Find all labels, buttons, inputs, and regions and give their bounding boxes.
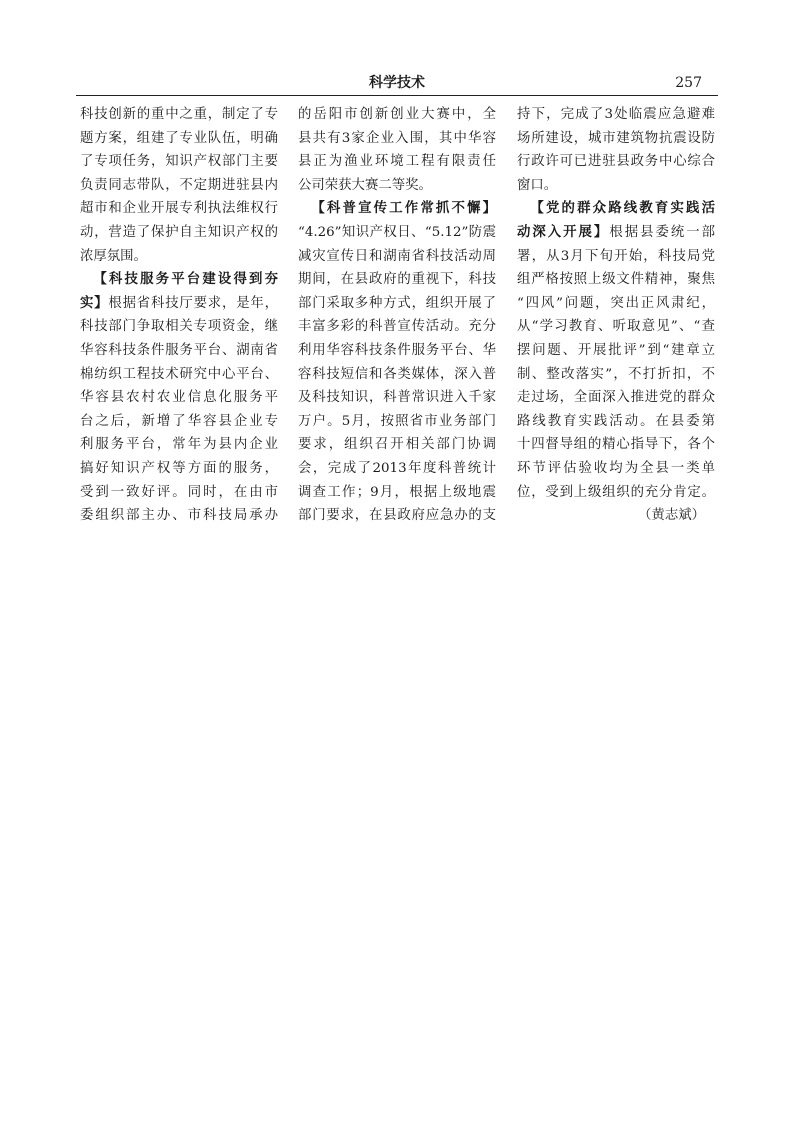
- text-line: [517, 315, 715, 339]
- text-column-1: [80, 103, 278, 528]
- line-text: 及科技知识，科普常识进入千家: [298, 390, 496, 406]
- line-text: 县正为渔业环境工程有限责任: [298, 154, 496, 170]
- line-text: 的岳阳市创新创业大赛中，全: [298, 107, 496, 122]
- line-text: 题方案，组建了专业队伍，明确: [80, 130, 278, 146]
- text-column-3: [517, 103, 715, 528]
- text-line: [298, 150, 496, 174]
- line-text: 部门要求，在县政府应急办的支: [298, 508, 496, 524]
- text-line: [298, 197, 496, 221]
- page-number: 257: [675, 75, 702, 91]
- line-text: 从“学习教育、听取意见”、“查: [517, 319, 715, 335]
- line-text: 公司荣获大赛二等奖。: [298, 177, 432, 193]
- text-line: [517, 174, 715, 198]
- line-text: 科技部门争取相关专项资金，继: [80, 319, 278, 335]
- line-text: 行政许可已进驻县政务中心综合: [517, 154, 715, 170]
- text-line: [80, 103, 278, 127]
- line-text: 持下，完成了3处临震应急避难: [517, 107, 715, 122]
- line-text: 台之后，新增了华容县企业专: [80, 413, 278, 429]
- author-signature: [517, 504, 715, 528]
- line-text: “4.26”知识产权日、“5.12”防震: [298, 224, 496, 240]
- text-line: [80, 386, 278, 410]
- line-text: 期间，在县政府的重视下，科技: [298, 272, 496, 288]
- line-text: 浓厚氛围。: [80, 248, 147, 264]
- line-text: 负责同志带队，不定期进驻县内: [80, 177, 278, 193]
- line-text: 摆问题、开展批评”到“建章立: [517, 342, 715, 358]
- text-line: [298, 410, 496, 434]
- line-text: 超市和企业开展专利执法维权行: [80, 201, 278, 217]
- line-text: 利服务平台，常年为县内企业: [80, 437, 278, 453]
- text-line: [80, 197, 278, 221]
- section-heading: 【科技服务平台建设得到夯: [93, 272, 278, 288]
- text-line: [517, 410, 715, 434]
- text-line: [517, 127, 715, 151]
- text-line: [517, 339, 715, 363]
- line-text: 窗口。: [517, 177, 558, 193]
- text-line: [80, 315, 278, 339]
- line-text: 县共有3家企业入围，其中华容: [298, 130, 496, 146]
- line-text: 场所建设，城市建筑物抗震设防: [517, 130, 715, 146]
- text-line: [80, 363, 278, 387]
- text-line: [298, 127, 496, 151]
- text-line: [80, 457, 278, 481]
- line-text: 根据省科技厅要求，是年，: [108, 295, 278, 311]
- text-line: [298, 457, 496, 481]
- text-line: [298, 245, 496, 269]
- text-line: [80, 504, 278, 528]
- line-text: 位，受到上级组织的充分肯定。: [517, 484, 715, 500]
- line-text: 会，完成了2013年度科普统计: [298, 460, 496, 476]
- text-line: [298, 386, 496, 410]
- text-line: [298, 339, 496, 363]
- line-text: “四风”问题，突出正风肃纪，: [517, 295, 715, 311]
- line-text: 受到一致好评。同时，在由市: [80, 484, 278, 500]
- text-line: [517, 481, 715, 505]
- text-line: [80, 481, 278, 505]
- text-line: [80, 127, 278, 151]
- text-line: [298, 292, 496, 316]
- line-text: 利用华容科技条件服务平台、华: [298, 342, 496, 358]
- text-line: [80, 292, 278, 316]
- text-line: [80, 410, 278, 434]
- line-text: 十四督导组的精心指导下，各个: [517, 437, 715, 453]
- text-line: [298, 433, 496, 457]
- line-text: 走过场，全面深入推进党的群众: [517, 390, 715, 406]
- line-text: 组严格按照上级文件精神，聚焦: [517, 272, 715, 288]
- text-line: [298, 174, 496, 198]
- line-text: 减灾宣传日和湖南省科技活动周: [298, 248, 496, 264]
- text-column-2: [298, 103, 496, 528]
- line-text: 委组织部主办、市科技局承办: [80, 508, 278, 524]
- line-text: 署，从3月下旬开始，科技局党: [517, 248, 715, 264]
- text-line: [298, 481, 496, 505]
- text-line: [80, 174, 278, 198]
- line-text: 路线教育实践活动。在县委第: [517, 413, 715, 429]
- section-heading: 动深入开展】: [517, 224, 610, 240]
- text-line: [298, 363, 496, 387]
- text-line: [517, 433, 715, 457]
- text-line: [298, 315, 496, 339]
- line-text: 部门采取多种方式，组织开展了: [298, 295, 496, 311]
- text-line: [517, 457, 715, 481]
- text-line: [517, 363, 715, 387]
- text-line: [298, 103, 496, 127]
- text-line: [298, 221, 496, 245]
- section-heading: 【科普宣传工作常抓不懈】: [311, 201, 496, 217]
- line-text: （黄志斌）: [638, 508, 705, 524]
- line-text: 要求，组织召开相关部门协调: [298, 437, 496, 453]
- line-text: 环节评估验收均为全县一类单: [517, 460, 715, 476]
- text-line: [517, 103, 715, 127]
- line-text: 万户。5月，按照省市业务部门: [298, 413, 496, 429]
- text-line: [80, 150, 278, 174]
- line-text: 根据县委统一部: [609, 224, 715, 240]
- text-line: [517, 386, 715, 410]
- line-text: 棉纺织工程技术研究中心平台、: [80, 366, 278, 382]
- text-line: [517, 268, 715, 292]
- text-line: [80, 339, 278, 363]
- text-line: [517, 292, 715, 316]
- text-line: [80, 433, 278, 457]
- running-header: [76, 74, 718, 96]
- text-line: [298, 504, 496, 528]
- line-text: 华容科技条件服务平台、湖南省: [80, 342, 278, 358]
- text-line: [517, 221, 715, 245]
- text-line: [80, 268, 278, 292]
- line-text: 制、整改落实”，不打折扣，不: [517, 366, 715, 382]
- section-heading: 实】: [80, 295, 109, 311]
- header-rule: [76, 95, 718, 96]
- line-text: 丰富多彩的科普宣传活动。充分: [298, 319, 496, 335]
- text-line: [80, 221, 278, 245]
- text-line: [517, 197, 715, 221]
- line-text: 容科技短信和各类媒体，深入普: [298, 366, 496, 382]
- text-line: [517, 150, 715, 174]
- line-text: 科技创新的重中之重，制定了专: [80, 107, 278, 122]
- text-line: [80, 245, 278, 269]
- line-text: 调查工作；9月，根据上级地震: [298, 484, 496, 500]
- section-title: 科学技术: [369, 75, 425, 91]
- text-line: [517, 245, 715, 269]
- line-text: 搞好知识产权等方面的服务，: [80, 460, 278, 476]
- text-line: [298, 268, 496, 292]
- line-text: 了专项任务，知识产权部门主要: [80, 154, 278, 170]
- line-text: 华容县农村农业信息化服务平: [80, 390, 278, 406]
- section-heading: 【党的群众路线教育实践活: [530, 201, 715, 217]
- line-text: 动，营造了保护自主知识产权的: [80, 224, 278, 240]
